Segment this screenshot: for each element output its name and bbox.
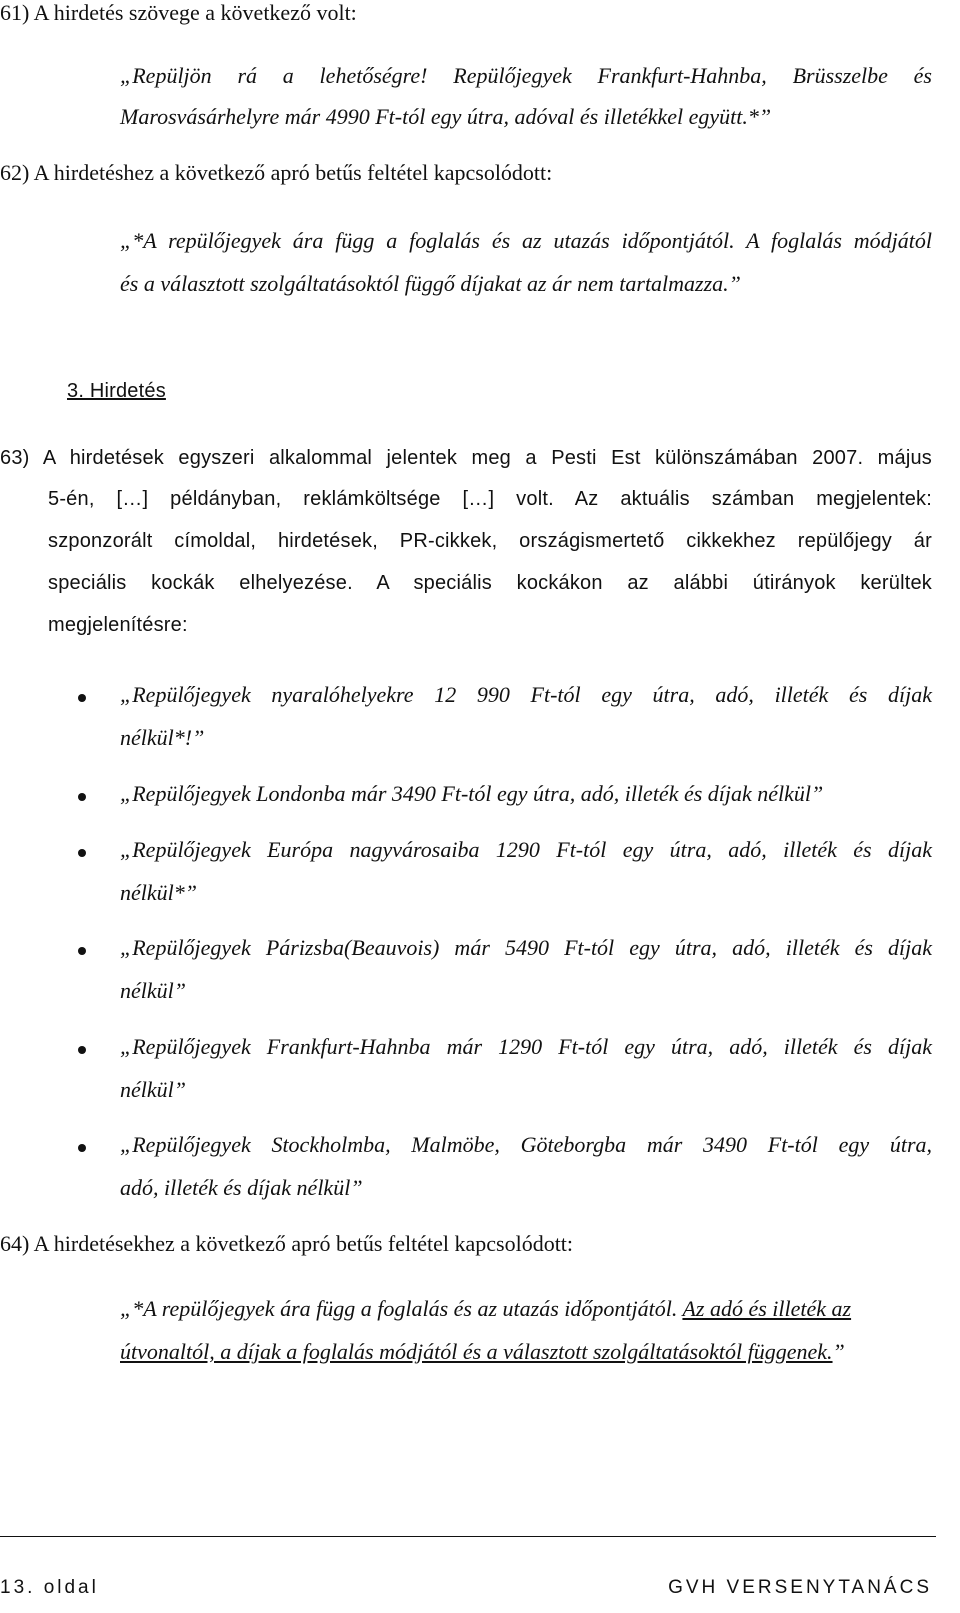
list-item-line: nélkül*”: [120, 880, 197, 905]
bullet-icon: [78, 849, 86, 857]
item-64-quote-underlined: Az adó és illeték az: [682, 1296, 852, 1321]
page-number: 13. oldal: [0, 1577, 99, 1598]
item-63-line: 63) A hirdetések egyszeri alkalommal jelentek meg a Pesti Est különszámában 2007. május: [0, 447, 932, 469]
footer-divider: [0, 1536, 936, 1537]
list-item-line: nélkül”: [120, 1077, 186, 1102]
item-61-quote-line: Marosvásárhelyre már 4990 Ft-tól egy útra, adóval és illetékkel együtt.*”: [120, 104, 772, 129]
footer-organization: GVH VERSENYTANÁCS: [668, 1577, 932, 1598]
item-64-quote-line: [120, 1339, 845, 1365]
item-63-line: szponzorált címoldal, hirdetések, PR-cikkek, országismertető cikkekhez repülőjegy ár: [48, 530, 932, 552]
list-item-line: „Repülőjegyek Londonba már 3490 Ft-tól egy útra, adó, illeték és díjak nélkül”: [120, 781, 824, 806]
item-64-quote-text: „*A repülőjegyek ára függ a foglalás és az utazás időpontjától.: [120, 1296, 683, 1321]
list-item-line: nélkül”: [120, 978, 186, 1003]
list-item-line: „Repülőjegyek Párizsba(Beauvois) már 5490 Ft-tól egy útra, adó, illeték és díjak: [120, 935, 932, 960]
item-64-quote-underlined: útvonaltól, a díjak a foglalás módjától és a választott szolgáltatásoktól függenek.: [120, 1339, 833, 1364]
bullet-icon: [78, 694, 86, 702]
item-62-heading: 62) A hirdetéshez a következő apró betűs feltétel kapcsolódott:: [0, 160, 553, 185]
list-item-line: adó, illeték és díjak nélkül”: [120, 1175, 363, 1200]
item-62-quote-line: és a választott szolgáltatásoktól függő díjakat az ár nem tartalmazza.”: [120, 271, 741, 296]
item-63-line: speciális kockák elhelyezése. A speciális kockákon az alábbi útirányok kerültek: [48, 572, 932, 594]
bullet-icon: [78, 1046, 86, 1054]
item-61-heading: 61) A hirdetés szövege a következő volt:: [0, 0, 357, 25]
item-63-line: megjelenítésre:: [48, 614, 188, 636]
bullet-icon: [78, 793, 86, 801]
item-62-quote-line: „*A repülőjegyek ára függ a foglalás és az utazás időpontjától. A foglalás módjától: [120, 228, 932, 253]
list-item-line: „Repülőjegyek Európa nagyvárosaiba 1290 Ft-tól egy útra, adó, illeték és díjak: [120, 837, 932, 862]
section-title: 3. Hirdetés: [67, 380, 166, 402]
bullet-icon: [78, 947, 86, 955]
item-64-quote-close: ”: [832, 1339, 845, 1364]
item-64-heading: 64) A hirdetésekhez a következő apró betűs feltétel kapcsolódott:: [0, 1231, 574, 1256]
item-61-quote-line: „Repüljön rá a lehetőségre! Repülőjegyek Frankfurt-Hahnba, Brüsszelbe és: [120, 63, 932, 88]
list-item-line: „Repülőjegyek Frankfurt-Hahnba már 1290 Ft-tól egy útra, adó, illeték és díjak: [120, 1034, 932, 1059]
bullet-icon: [78, 1144, 86, 1152]
item-64-quote-line: [120, 1296, 851, 1322]
list-item-line: „Repülőjegyek Stockholmba, Malmöbe, Göteborgba már 3490 Ft-tól egy útra,: [120, 1132, 932, 1157]
list-item-line: „Repülőjegyek nyaralóhelyekre 12 990 Ft-tól egy útra, adó, illeték és díjak: [120, 682, 932, 707]
list-item-line: nélkül*!”: [120, 725, 205, 750]
item-63-line: 5-én, […] példányban, reklámköltsége […] volt. Az aktuális számban megjelentek:: [48, 488, 932, 510]
